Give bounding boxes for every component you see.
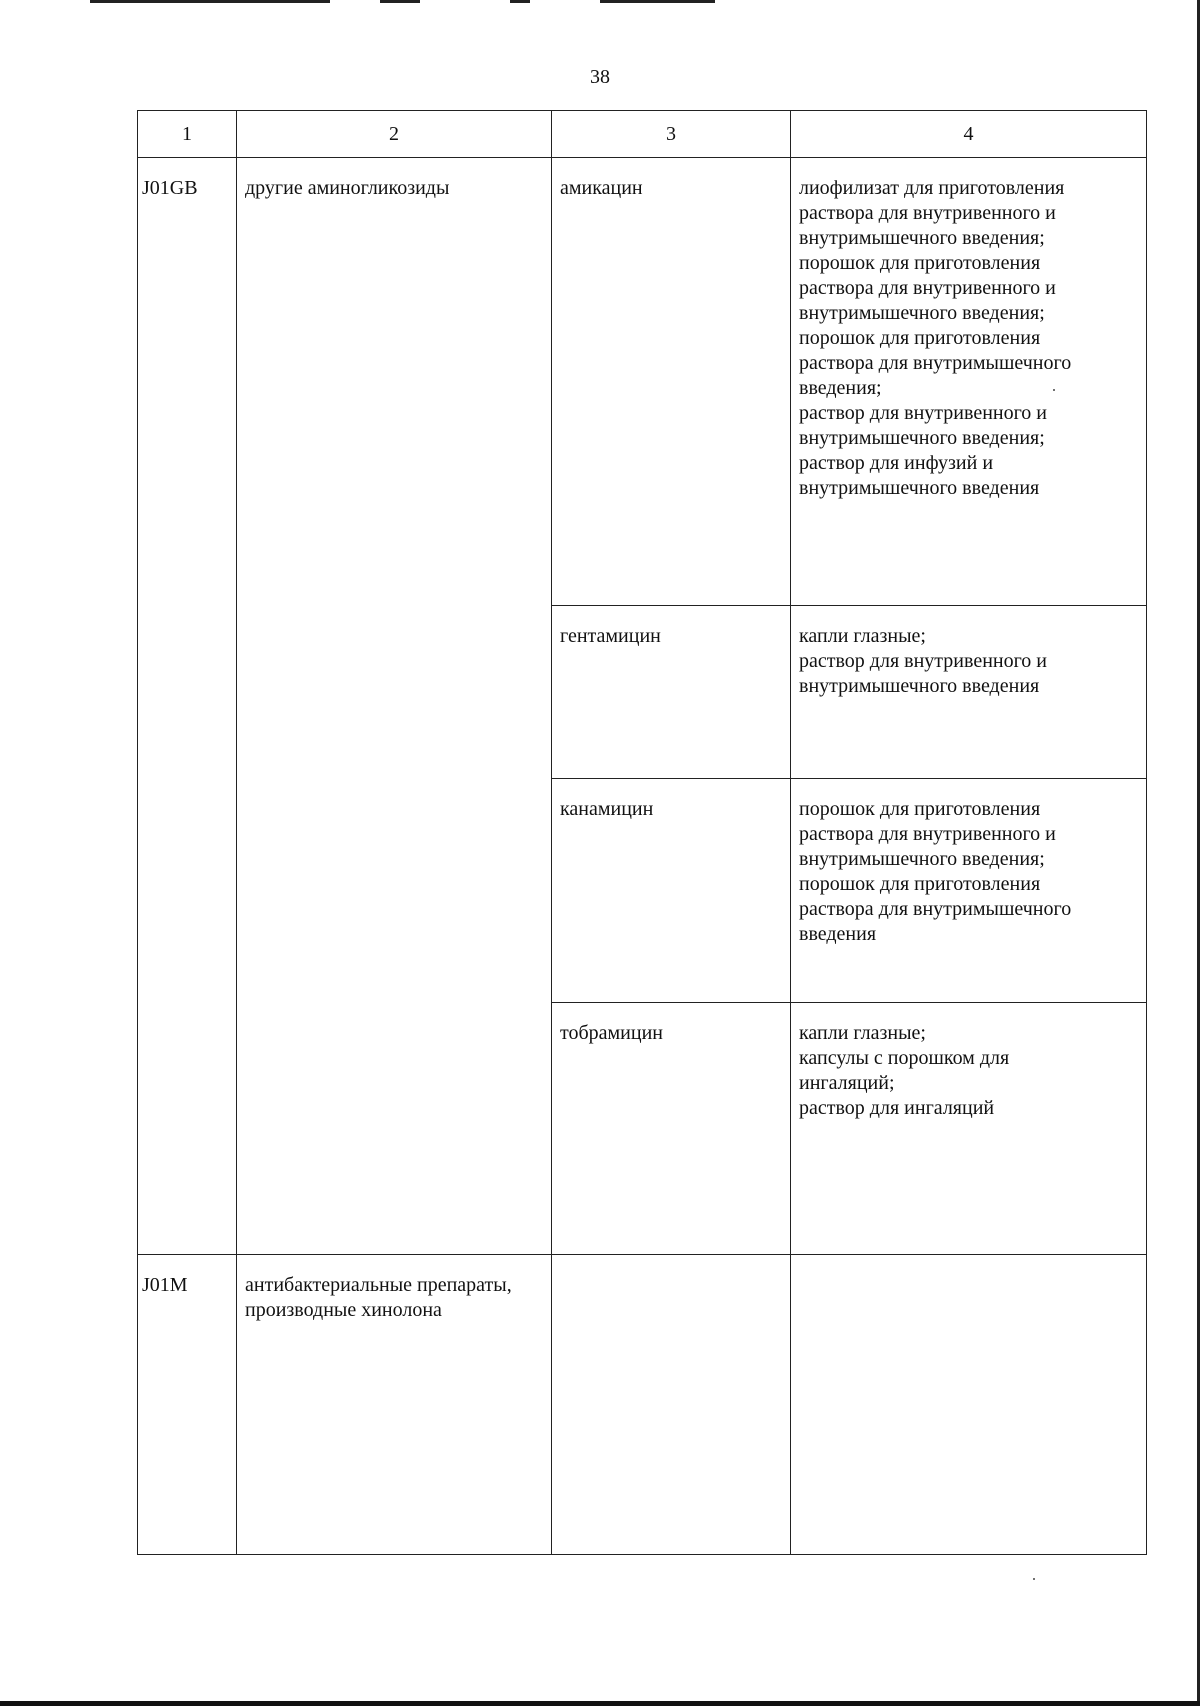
dosage-form-line: введения — [799, 923, 877, 945]
dosage-form-line: внутримышечного введения; — [799, 427, 1045, 449]
group-name-cell — [237, 158, 552, 1255]
column-header: 4 — [791, 111, 1147, 158]
atc-code: J01GB — [142, 177, 198, 199]
dosage-form-line: раствора для внутривенного и — [799, 823, 1056, 845]
dosage-forms-cell — [791, 1003, 1147, 1255]
scan-edge-top — [90, 0, 715, 3]
drug-name-cell — [552, 779, 791, 1003]
group-name — [237, 1255, 551, 1333]
empty-cell — [552, 1255, 790, 1283]
dosage-form-line: раствор для инфузий и — [799, 452, 994, 474]
dosage-form-line: ингаляций; — [799, 1072, 895, 1094]
dosage-form-line: внутримышечного введения — [799, 477, 1040, 499]
drug-name-cell — [552, 606, 791, 779]
dosage-forms-cell — [791, 779, 1147, 1003]
dosage-form-line: лиофилизат для приготовления — [799, 177, 1065, 199]
dosage-form-line: внутримышечного введения; — [799, 848, 1045, 870]
dosage-form-line: порошок для приготовления — [799, 327, 1041, 349]
group-name-line: антибактериальные препараты, — [245, 1274, 512, 1296]
dosage-form-line: раствор для внутривенного и — [799, 650, 1048, 672]
dosage-form-line: порошок для приготовления — [799, 873, 1041, 895]
scan-speck — [1033, 1578, 1035, 1580]
dosage-form-line: капли глазные; — [799, 625, 926, 647]
dosage-form-line: капли глазные; — [799, 1022, 926, 1044]
column-header: 2 — [237, 111, 552, 158]
group-name-line: производные хинолона — [245, 1299, 442, 1321]
dosage-form-line: раствора для внутривенного и — [799, 202, 1056, 224]
dosage-form-line: внутримышечного введения — [799, 675, 1040, 697]
dosage-form-line: капсулы с порошком для — [799, 1047, 1010, 1069]
atc-code-cell — [138, 1255, 237, 1555]
group-name: другие аминогликозиды — [245, 177, 450, 199]
column-header: 3 — [552, 111, 791, 158]
dosage-forms-cell — [791, 158, 1147, 606]
group-name-cell — [237, 1255, 552, 1555]
dosage-form-line: внутримышечного введения; — [799, 302, 1045, 324]
dosage-form-line: раствора для внутривенного и — [799, 277, 1056, 299]
drug-name: канамицин — [560, 798, 654, 820]
dosage-forms — [791, 606, 1146, 709]
dosage-forms — [791, 779, 1146, 957]
dosage-forms-cell — [791, 606, 1147, 779]
dosage-forms-cell — [791, 1255, 1147, 1555]
dosage-form-line: порошок для приготовления — [799, 252, 1041, 274]
drug-name-cell — [552, 158, 791, 606]
dosage-form-line: раствор для внутривенного и — [799, 402, 1048, 424]
dosage-form-line: порошок для приготовления — [799, 798, 1041, 820]
dosage-forms — [791, 1003, 1146, 1131]
dosage-form-line: раствора для внутримышечного — [799, 898, 1072, 920]
dosage-form-line: раствора для внутримышечного — [799, 352, 1072, 374]
drug-name: амикацин — [560, 177, 643, 199]
dosage-form-line: введения; — [799, 377, 882, 399]
scan-edge-bottom — [0, 1701, 1200, 1706]
drug-name: гентамицин — [560, 625, 661, 647]
dosage-forms — [791, 158, 1146, 511]
column-header: 1 — [138, 111, 237, 158]
header-row — [138, 111, 1147, 158]
drug-name-cell — [552, 1003, 791, 1255]
table-row — [138, 1255, 1147, 1555]
empty-cell — [791, 1255, 1146, 1283]
drug-name-cell — [552, 1255, 791, 1555]
atc-code: J01M — [142, 1274, 188, 1296]
table-row — [138, 158, 1147, 606]
dosage-form-line: раствор для ингаляций — [799, 1097, 995, 1119]
dosage-form-line: внутримышечного введения; — [799, 227, 1045, 249]
atc-code-cell — [138, 158, 237, 1255]
drug-name: тобрамицин — [560, 1022, 663, 1044]
drug-table — [137, 110, 1147, 1555]
page-number: 38 — [590, 66, 610, 88]
